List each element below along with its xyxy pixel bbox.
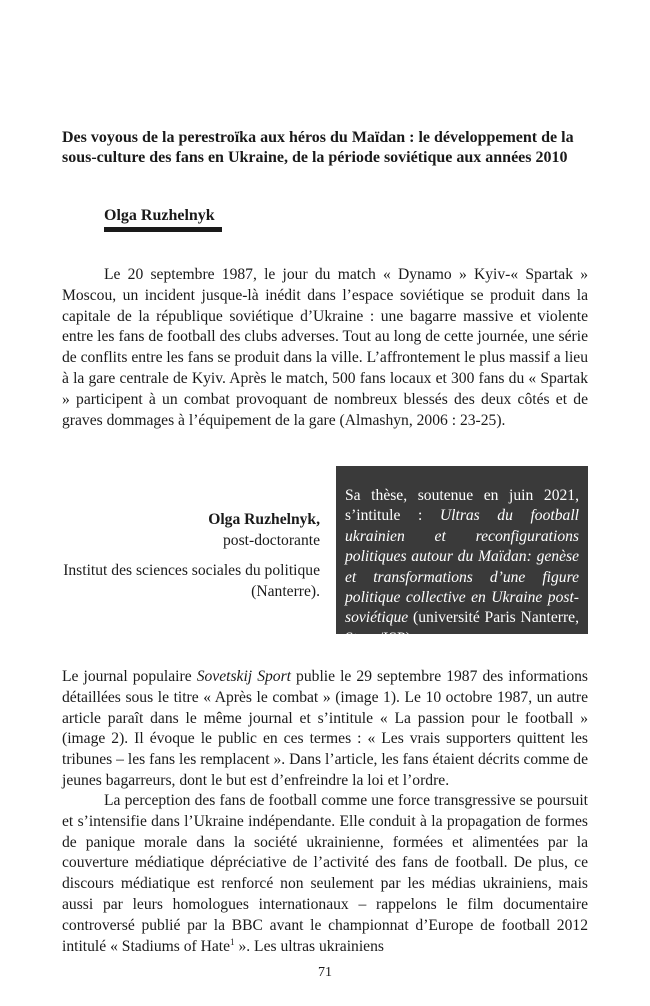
intro-paragraph: Le 20 septembre 1987, le jour du match « Dynamo » Kyiv-« Spartak » Moscou, un incident jusque-là inédit dans l’espace soviétique se produit dans la capitale de la république soviétique d’Ukraine : une bagarre massive et violente entre les fans de football des clubs adverses. Tout au long de cette journée, une série de conflits entre les fans se produit dans la ville. L’affrontement le plus massif a lieu à la gare centrale de Kyiv. Après le match, 500 fans locaux et 300 fans du « Spartak » participent à un combat provoquant de nombreux blessés des deux côtés et de graves dommages à l’équipement de la gare (Almashyn, 2006 : 23-25). (62, 266, 588, 429)
bio-name: Olga Ruzhelnyk, (208, 511, 320, 528)
newspaper-name: Sovetskij Sport (196, 668, 291, 685)
author-bio (62, 510, 320, 602)
thesis-box (336, 466, 588, 647)
footnote-marker[interactable]: 1 (230, 936, 235, 947)
para2-after: publie le 29 septembre 1987 des informations détaillées sous le titre « Après le combat » (image 1). Le 10 octobre 1987, un autre article paraît dans le même journal et s’intitule « La passion pour le football » (image 2). Il évoque le public en ces termes : « Les vrais supporters quittent les tribunes – les fans les remplacent ». Dans l’article, les fans étaient décrits comme de jeunes bagarreurs, dont le but est d’enfreindre la loi et l’ordre. (62, 668, 588, 789)
para3-after: ». Les ultras ukrainiens (234, 937, 384, 955)
thesis-lead: Sa thèse, soutenue en juin 2021, s’intitule : (345, 487, 579, 525)
author-underline (104, 227, 222, 232)
article-title: Des voyous de la perestroïka aux héros du Maïdan : le développement de la sous-culture des fans en Ukraine, de la période soviétique aux années 2010 (62, 129, 574, 166)
bio-institution: Institut des sciences sociales du politique (Nanterre). (63, 562, 320, 600)
bio-role: post-doctorante (223, 531, 320, 549)
body-paragraph-3 (62, 791, 588, 957)
para2-before: Le journal populaire (62, 668, 197, 685)
body-paragraph-2 (62, 667, 588, 792)
author-heading: Olga Ruzhelnyk (104, 207, 215, 224)
para3-before: La perception des fans de football comme une force transgressive se poursuit et s’intensifie dans l’Ukraine indépendante. Elle conduit à la propagation de formes de panique morale dans la société ukrainienne, formées et alimentées par la couverture médiatique dépréciative de l’activité des fans de football. De plus, ce discours médiatique est renforcé non seulement par les médias ukrainiens, mais aussi par leurs homologues internationaux – rappelons le film documentaire controversé publié par la BBC avant le championnat d’Europe de football 2012 intitulé « Stadiums of Hate (62, 792, 588, 955)
thesis-tail: (université Paris Nanterre, Staps/ISP). (345, 609, 579, 647)
thesis-title: Ultras du football ukrainien et reconfigurations politiques autour du Maïdan: genèse et transformations d’une figure politique collective en Ukraine post-soviétique (345, 507, 579, 627)
page-number: 71 (318, 965, 332, 980)
